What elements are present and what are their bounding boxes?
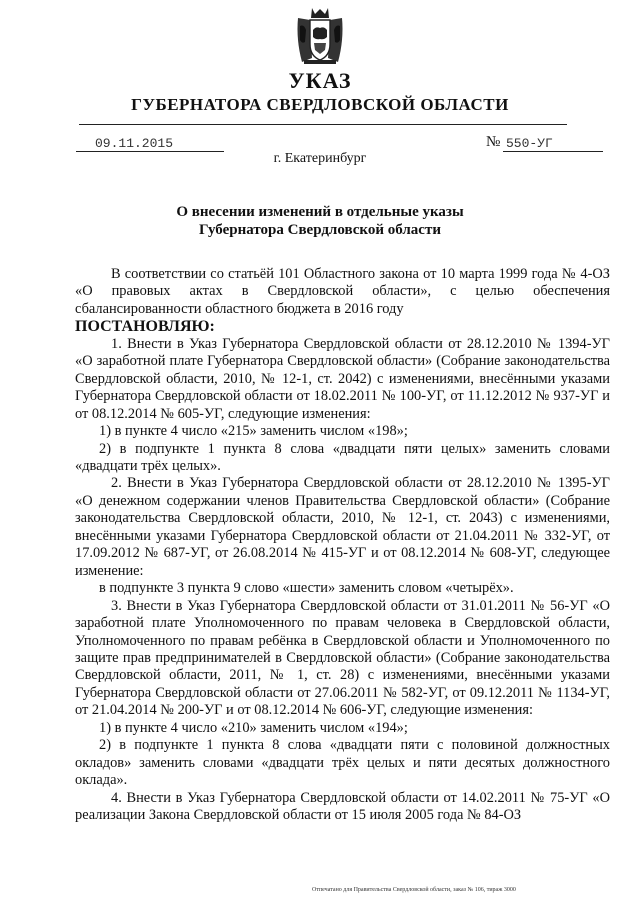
paragraph-3-item-2: 2) в подпункте 1 пункта 8 слова «двадцати пяти с половиной должностных окладов» заменить словами «двадцати трёх целых и пяти десятых должностного оклада». xyxy=(75,737,610,789)
preamble-paragraph: В соответствии со статьёй 101 Областного закона от 10 марта 1999 года № 4-ОЗ «О правовых актах в Свердловской области», с целью обеспечения сбалансированности областного бюджета в 2016 году xyxy=(75,266,610,317)
number-label: № xyxy=(486,134,501,150)
subject-line-1: О внесении изменений в отдельные указы xyxy=(176,204,464,220)
decree-date: 09.11.2015 xyxy=(76,136,224,152)
paragraph-2-item-1: в подпункте 3 пункта 9 слово «шести» заменить словом «четырёх». xyxy=(99,580,514,597)
decree-body xyxy=(75,266,610,825)
city-label: г. Екатеринбург xyxy=(273,151,367,166)
decree-word: ПОСТАНОВЛЯЮ: xyxy=(75,318,215,336)
decree-subject xyxy=(0,203,640,239)
coat-of-arms-emblem xyxy=(294,6,346,66)
header-divider xyxy=(79,124,567,125)
paragraph-3: 3. Внести в Указ Губернатора Свердловской области от 31.01.2011 № 56-УГ «О заработной плате Уполномоченного по правам человека в Свердловской области, Уполномоченного по правам ребёнка в Свердловской области и Уполномоченного по защите прав предпринимателей в Свердловской области» (Собрание законодательства Свердловской области, 2011, № 1, ст. 28) с изменениями, внесёнными указами Губернатора Свердловской области от 27.06.2011 № 582-УГ, от 09.12.2011 № 1134-УГ, от 21.04.2014 № 200-УГ и от 08.12.2014 № 606-УГ, следующие изменения: xyxy=(75,597,610,719)
paragraph-1: 1. Внести в Указ Губернатора Свердловской области от 28.12.2010 № 1394-УГ «О заработной плате Губернатора Свердловской области» (Собрание законодательства Свердловской области, 2010, № 12-1, ст. 2042) с изменениями, внесёнными указами Губернатора Свердловской области от 18.02.2011 № 100-УГ, от 11.12.2012 № 937-УГ и от 08.12.2014 № 605-УГ, следующие изменения: xyxy=(75,335,610,422)
paragraph-1-item-2: 2) в подпункте 1 пункта 8 слова «двадцати пяти целых» заменить словами «двадцати трёх целых». xyxy=(75,440,610,474)
paragraph-4: 4. Внести в Указ Губернатора Свердловской области от 14.02.2011 № 75-УГ «О реализации Закона Свердловской области от 15 июля 2005 года № 84-ОЗ xyxy=(75,789,610,824)
issuer-title: ГУБЕРНАТОРА СВЕРДЛОВСКОЙ ОБЛАСТИ xyxy=(131,95,509,114)
print-footer: Отпечатано для Правительства Свердловской области, заказ № 106, тираж 3000 xyxy=(312,887,516,893)
paragraph-2: 2. Внести в Указ Губернатора Свердловской области от 28.12.2010 № 1395-УГ «О денежном содержании членов Правительства Свердловской области» (Собрание законодательства Свердловской области, 2010, № 12-1, ст. 2043) с изменениями, внесёнными указами Губернатора Свердловской области от 21.04.2011 № 332-УГ, от 17.09.2012 № 687-УГ, от 26.08.2014 № 415-УГ и от 08.12.2014 № 608-УГ, следующее изменение: xyxy=(75,475,610,579)
document-type-title: УКАЗ xyxy=(288,68,352,93)
decree-number: 550-УГ xyxy=(503,136,603,152)
paragraph-1-item-1: 1) в пункте 4 число «215» заменить числом «198»; xyxy=(99,423,408,440)
subject-line-2: Губернатора Свердловской области xyxy=(199,222,441,238)
paragraph-3-item-1: 1) в пункте 4 число «210» заменить числом «194»; xyxy=(99,719,408,736)
